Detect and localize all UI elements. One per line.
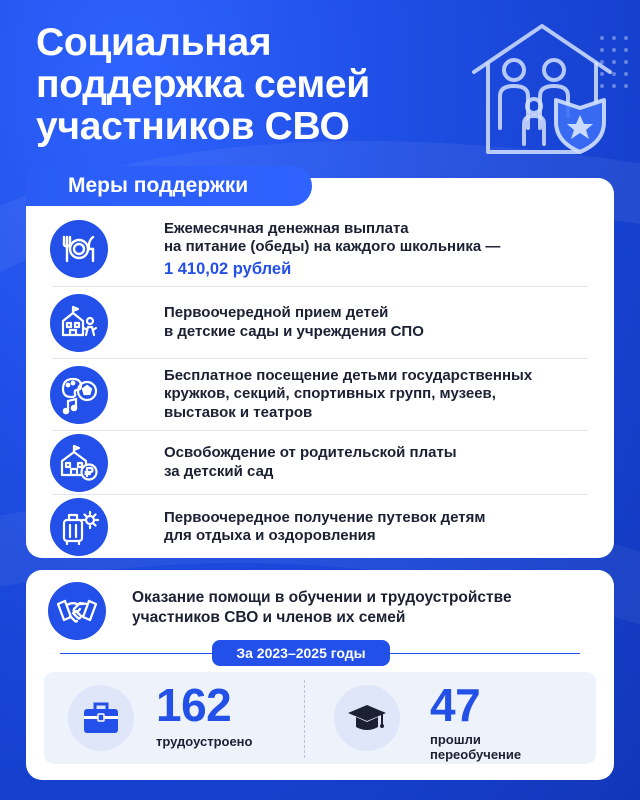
title-line-2: поддержка семей	[36, 63, 370, 106]
title-line-1: Социальная	[36, 21, 272, 64]
palette-ball-music-icon	[50, 366, 108, 424]
help-description: Оказание помощи в обучении и трудоустройстве участников СВО и членов их семей	[132, 589, 512, 626]
list-item	[52, 212, 588, 287]
list-item	[52, 359, 588, 431]
school-ruble-icon	[50, 434, 108, 492]
page-title	[36, 22, 456, 148]
suitcase-sun-icon	[50, 498, 108, 556]
measures-tab-label: Меры поддержки	[26, 166, 312, 206]
measure-text: Ежемесячная денежная выплата на питание (обеды) на каждого школьника — 1 410,02 рублей	[164, 219, 501, 278]
list-item	[52, 287, 588, 359]
retrained-label: прошли переобучение	[430, 732, 522, 762]
period-badge: За 2023–2025 годы	[212, 640, 390, 666]
stats-divider	[304, 680, 305, 758]
measure-text: Первоочередное получение путевок детям для отдыха и оздоровления	[164, 508, 486, 544]
title-line-3: участников СВО	[36, 105, 350, 148]
plate-cutlery-icon	[50, 220, 108, 278]
measures-list	[26, 212, 614, 559]
employed-label: трудоустроено	[156, 734, 253, 749]
measure-text: Первоочередной прием детей в детские сады и учреждения СПО	[164, 304, 424, 340]
meal-payment-amount: 1 410,02 рублей	[164, 259, 292, 278]
handshake-icon	[48, 582, 106, 640]
briefcase-icon	[68, 685, 134, 751]
family-house-shield-icon	[468, 20, 616, 156]
list-item	[52, 431, 588, 495]
list-item	[52, 495, 588, 559]
measure-text: Бесплатное посещение детьми государственных кружков, секций, спортивных групп, музеев, выставок и театров	[164, 366, 533, 421]
kindergarten-icon	[50, 294, 108, 352]
retrained-count: 47	[430, 679, 481, 731]
graduation-cap-icon	[334, 685, 400, 751]
employed-count: 162	[156, 679, 232, 731]
measure-text: Освобождение от родительской платы за детский сад	[164, 444, 457, 480]
